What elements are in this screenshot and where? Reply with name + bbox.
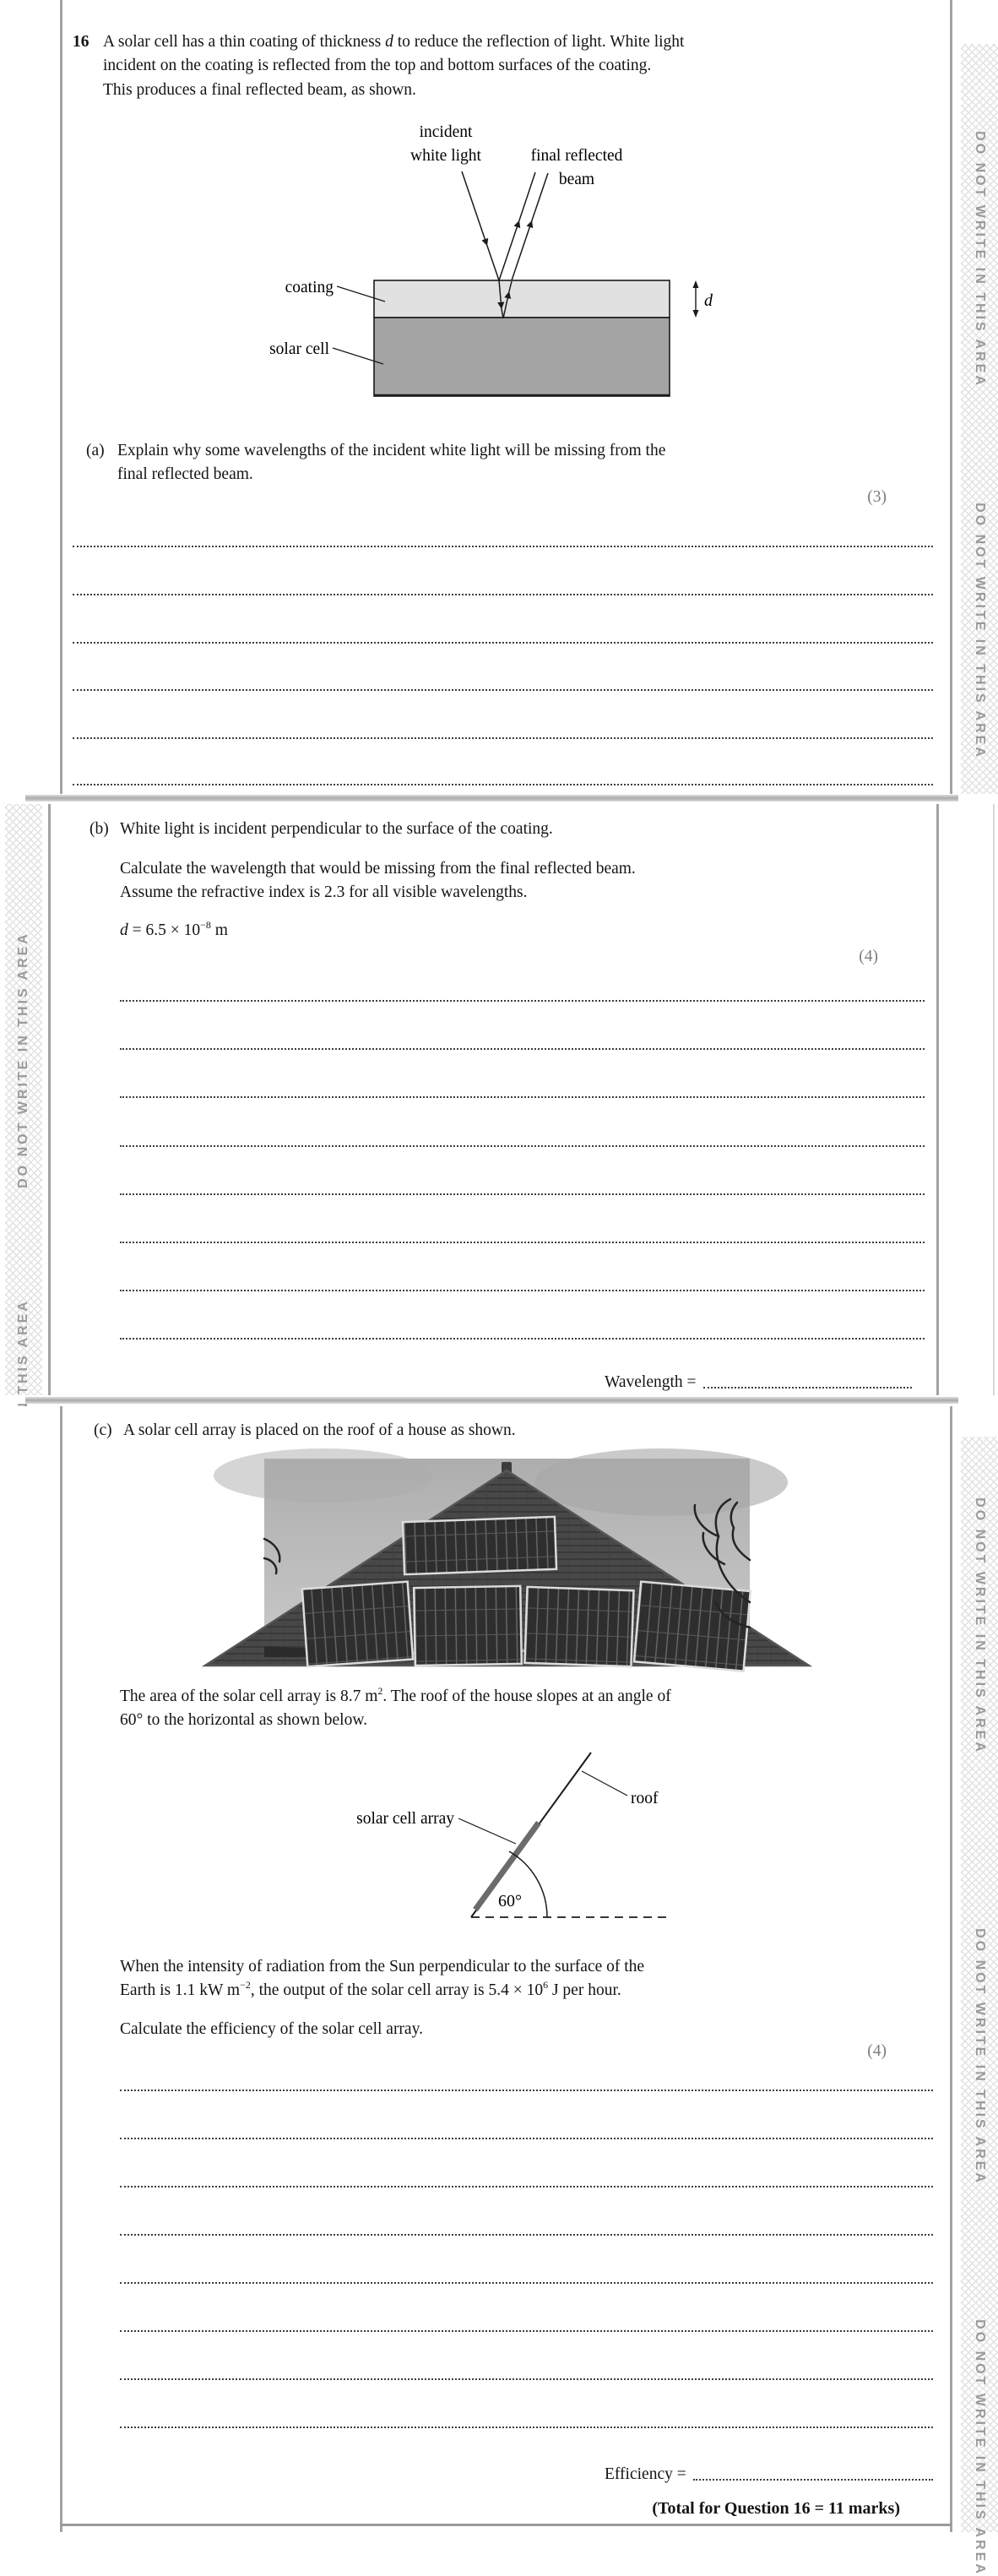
answer-line	[120, 1048, 925, 1050]
page3-right-border	[950, 1406, 952, 2532]
intensity-sup2: 6	[543, 1979, 549, 1991]
page-1	[0, 0, 998, 794]
answer-line	[120, 1193, 925, 1195]
answer-line	[120, 2186, 933, 2187]
coating-layer	[374, 280, 670, 318]
do-not-write-label: DO NOT WRITE IN THIS AREA	[973, 1497, 987, 1754]
wavelength-answer-row	[605, 1368, 912, 1392]
wavelength-answer-blank	[703, 1387, 912, 1389]
intro-l1-text: A solar cell has a thin coating of thickness	[103, 33, 386, 51]
answer-line	[120, 1290, 925, 1291]
thickness-d-label: d	[704, 291, 713, 310]
answer-line	[120, 2330, 933, 2332]
intensity-b: , the output of the solar cell array is 5.4 × 10	[250, 1981, 544, 1999]
efficiency-answer-label: Efficiency =	[605, 2465, 686, 2483]
answer-line	[120, 2090, 933, 2091]
answer-line	[120, 2234, 933, 2236]
intro-l1-text2: to reduce the reflection of light. White light	[393, 33, 685, 51]
incident-label-line1: incident	[419, 123, 473, 141]
part-c-text-line1: A solar cell array is placed on the roof of a house as shown.	[123, 1421, 516, 1439]
do-not-write-label: DO NOT WRITE IN THIS AREA	[973, 503, 987, 759]
solar-cell-label: solar cell	[269, 340, 329, 358]
area-text-b: . The roof of the house slopes at an angle of	[382, 1687, 671, 1705]
do-not-write-label: DO NOT WRITE IN THIS AREA	[973, 131, 987, 388]
answer-line	[120, 1000, 925, 1002]
part-b-text-line2: Calculate the wavelength that would be missing from the final reflected beam.	[120, 860, 636, 878]
answer-line	[120, 2282, 933, 2284]
part-b-marks: (4)	[859, 948, 878, 965]
answer-line	[73, 546, 933, 547]
answer-line	[73, 737, 933, 739]
roof-angle-diagram	[304, 1751, 726, 1949]
part-b-label: (b)	[89, 820, 109, 838]
page2-right-border	[936, 804, 939, 1395]
area-sup: 2	[377, 1685, 383, 1697]
part-c-marks: (4)	[867, 2042, 887, 2060]
do-not-write-label: DO NOT WRITE IN THIS AREA	[973, 1928, 987, 2185]
answer-line	[120, 1096, 925, 1098]
intensity-sup1: −2	[240, 1979, 251, 1991]
question-intro-line3: This produces a final reflected beam, as shown.	[103, 81, 416, 99]
thin-film-ray-diagram	[245, 114, 726, 405]
area-text-a: The area of the solar cell array is 8.7 m	[120, 1687, 378, 1705]
answer-line	[120, 2378, 933, 2380]
answer-line	[120, 2138, 933, 2139]
intensity-text-line1: When the intensity of radiation from the Sun perpendicular to the surface of the	[120, 1958, 645, 1975]
answer-line	[120, 1145, 925, 1147]
solar-roof-photo	[264, 1459, 750, 1657]
page-3	[0, 1406, 998, 2576]
page1-left-border	[60, 0, 62, 794]
question-number: 16	[73, 33, 89, 51]
incident-label-line2: white light	[410, 147, 481, 165]
reflected-label-line2: beam	[558, 171, 595, 188]
part-b-text-line1: White light is incident perpendicular to the surface of the coating.	[120, 820, 553, 838]
coating-label: coating	[285, 279, 334, 296]
page1-right-border	[950, 0, 952, 794]
part-a-text-line2: final reflected beam.	[117, 465, 253, 483]
intensity-c: J per hour.	[548, 1981, 621, 1999]
part-a-label: (a)	[86, 442, 105, 459]
page-gap	[25, 1397, 958, 1404]
page-2	[0, 804, 998, 1395]
page-gap	[25, 795, 958, 802]
answer-line	[120, 1242, 925, 1243]
answer-line	[73, 642, 933, 644]
calc-efficiency-text: Calculate the efficiency of the solar cell array.	[120, 2020, 423, 2038]
page2-edge-line	[993, 804, 995, 1395]
answer-line	[73, 689, 933, 691]
answer-line	[73, 784, 933, 785]
part-a-text-line1: Explain why some wavelengths of the incident white light will be missing from the	[117, 442, 666, 459]
solar-array-label: solar cell array	[356, 1810, 454, 1828]
efficiency-answer-row	[605, 2460, 933, 2484]
given-d-eq: = 6.5 × 10	[127, 921, 201, 939]
given-d-var: d	[120, 921, 128, 939]
part-c-label: (c)	[94, 1421, 112, 1439]
angle-label: 60°	[498, 1892, 522, 1910]
solar-cell-layer	[374, 318, 670, 396]
footer-rule	[60, 2524, 952, 2526]
efficiency-answer-blank	[693, 2479, 933, 2481]
part-a-marks: (3)	[867, 488, 887, 506]
page2-left-border	[48, 804, 51, 1395]
area-text-line1	[120, 1687, 671, 1708]
wavelength-answer-label: Wavelength =	[605, 1373, 697, 1391]
intensity-text-line2	[120, 1981, 621, 2002]
intro-l1-var-d: d	[385, 33, 393, 51]
part-b-text-line3: Assume the refractive index is 2.3 for all visible wavelengths.	[120, 883, 528, 901]
area-text-line2: 60° to the horizontal as shown below.	[120, 1711, 368, 1729]
question-total: (Total for Question 16 = 11 marks)	[652, 2499, 900, 2518]
do-not-write-label-clipped: DO NOT WRITE IN THIS AREA	[973, 2319, 987, 2576]
answer-line	[120, 2427, 933, 2428]
intensity-a: Earth is 1.1 kW m	[120, 1981, 241, 1999]
question-intro-line2: incident on the coating is reflected from the top and bottom surfaces of the coating.	[103, 57, 652, 74]
given-d-exponent: −8	[200, 919, 211, 931]
page3-left-border	[60, 1406, 62, 2532]
answer-line	[120, 1338, 925, 1340]
do-not-write-label: DO NOT WRITE IN THIS AREA	[16, 932, 30, 1188]
part-b-given-value	[120, 921, 228, 942]
reflected-label-line1: final reflected	[530, 147, 623, 165]
given-d-unit: m	[210, 921, 228, 939]
roof-label: roof	[631, 1790, 659, 1807]
answer-line	[73, 594, 933, 595]
question-intro-line1	[103, 32, 684, 52]
d-dimension-arrow	[693, 280, 699, 318]
